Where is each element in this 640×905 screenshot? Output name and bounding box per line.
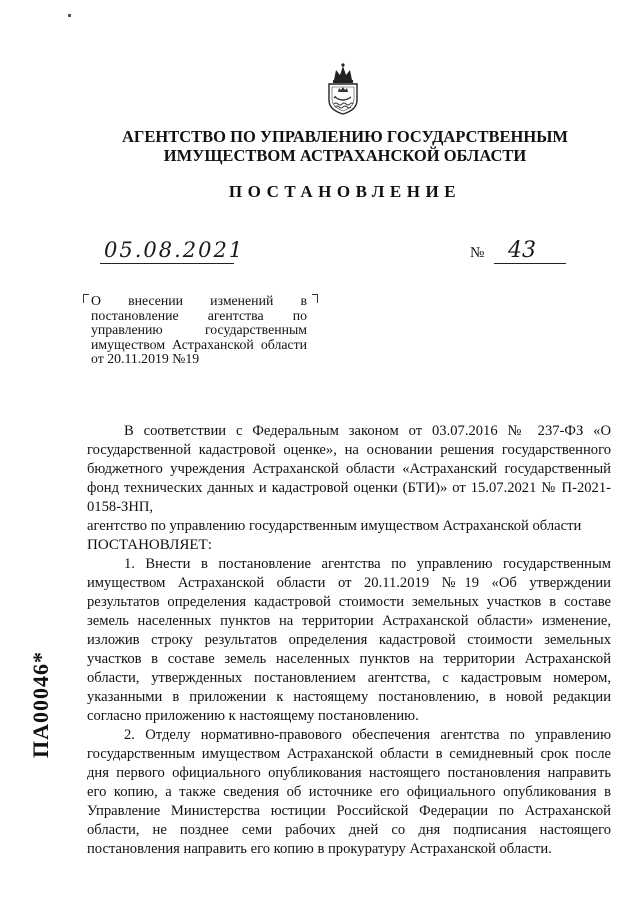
agency-name-line-2: ИМУЩЕСТВОМ АСТРАХАНСКОЙ ОБЛАСТИ [163, 146, 527, 165]
date-underline [100, 263, 234, 264]
margin-registration-marker: ПА00046* [28, 651, 53, 758]
issuer-paragraph: агентство по управлению государственным имуществом Астраханской области [87, 518, 582, 534]
document-number-value: 43 [508, 238, 536, 263]
document-body [87, 422, 611, 859]
document-type: ПОСТАНОВЛЕНИЕ [228, 182, 462, 201]
document-date [100, 238, 245, 266]
agency-name [60, 127, 630, 165]
number-underline [494, 263, 566, 264]
coat-of-arms-icon [322, 60, 364, 116]
preamble-paragraph: В соответствии с Федеральным законом от 03.07.2016 № 237-ФЗ «О государственной кадастровой оценке», на основании решения государственного бюджетного учреждения Астраханской области «Астраханский государственный фонд технических данных и кадастровой оценки (БТИ)» от 15.07.2021 № П-2021-0158-ЗНП, [87, 423, 611, 515]
subject-bracket-left [83, 294, 89, 303]
number-sign: № [470, 245, 485, 261]
item-1-paragraph: 1. Внести в постановление агентства по управлению государственным имуществом Астраханской области от 20.11.2019 №19 «Об утверждении результатов определения кадастровой стоимости земельных участков в составе земель населенных пунктов на территории Астраханской области» изменение, изложив строку результатов определения кадастровой стоимости земельных участков в составе земель населенных пунктов на территории Астраханской области, утвержденных постановлением агентства, с кадастровым номером, указанными в приложении к настоящему постановлению, в новой редакции согласно приложению к настоящему постановлению. [87, 556, 611, 724]
scan-dot [68, 14, 71, 17]
decree-word: ПОСТАНОВЛЯЕТ: [87, 537, 212, 553]
agency-name-line-1: АГЕНТСТВО ПО УПРАВЛЕНИЮ ГОСУДАРСТВЕННЫМ [122, 127, 568, 146]
subject-bracket-right [312, 294, 318, 303]
document-date-value: 05.08.2021 [104, 238, 245, 262]
document-subject-text: О внесении изменений в постановление агентства по управлению государственным имуществом Астраханской области от 20.11.2019 №19 [91, 293, 307, 367]
item-2-paragraph: 2. Отделу нормативно-правового обеспечения агентства по управлению государственным имуществом Астраханской области в семидневный срок после дня первого официального опубликования настоящего постановления направить его копию, а также сведения об источнике его официального опубликования в Управление Министерства юстиции Российской Федерации по Астраханской области, не позднее семи рабочих дней со дня подписания настоящего постановления направить его копию в прокуратуру Астраханской области. [87, 727, 611, 857]
document-number [470, 238, 566, 266]
document-subject [91, 294, 307, 367]
